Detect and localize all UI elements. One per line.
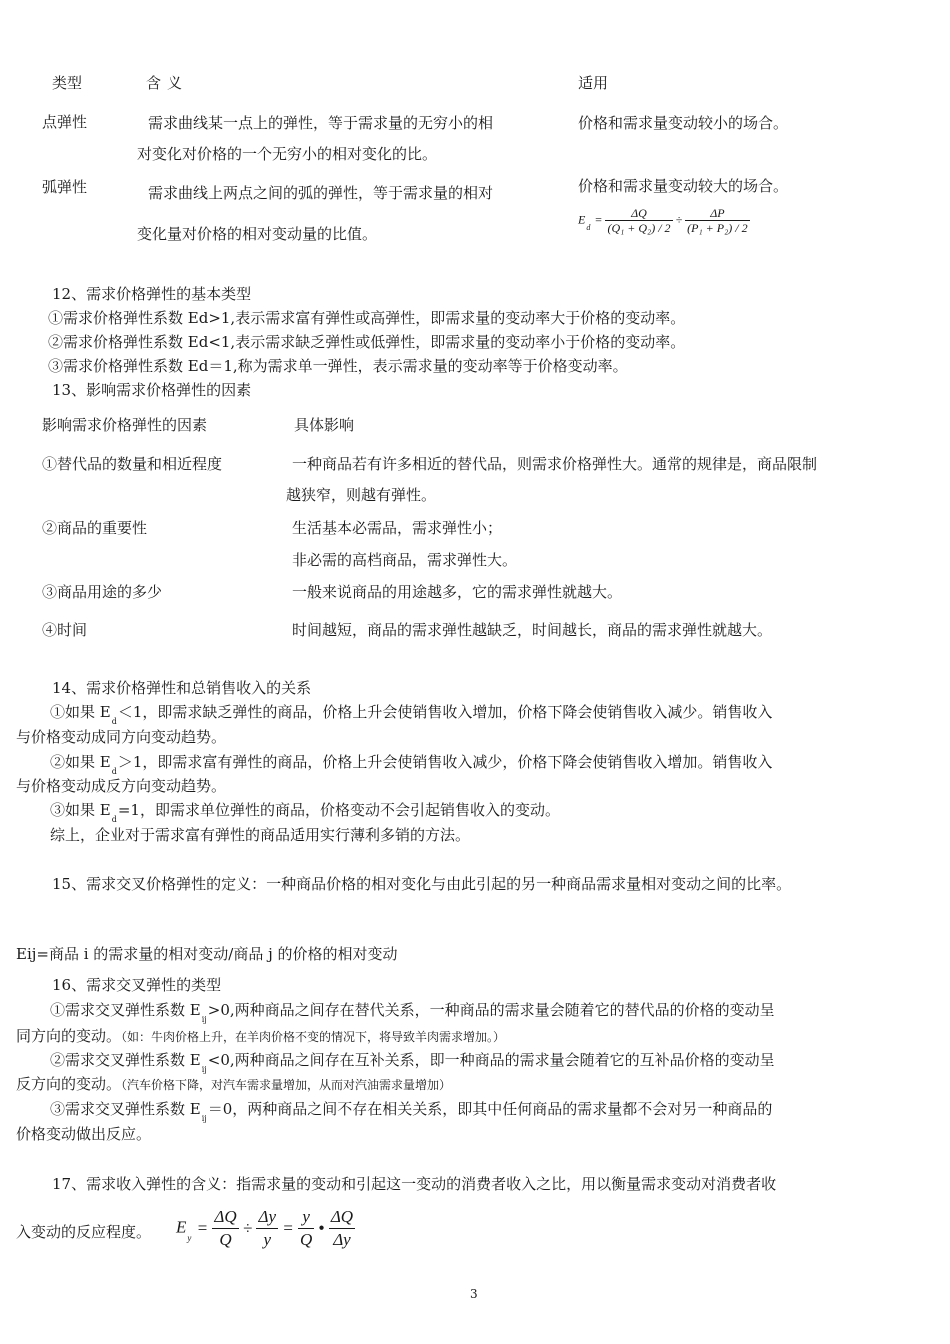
s13-row-1-effect-1: 一种商品若有许多相近的替代品，则需求价格弹性大。通常的规律是，商品限制 [292, 455, 818, 473]
s16-item-3-cont: 价格变动做出反应。 [16, 1125, 152, 1143]
s17-line-2: 入变动的反应程度。 [16, 1223, 152, 1241]
row-point-meaning-1: 需求曲线某一点上的弹性，等于需求量的无穷小的相 [148, 114, 494, 132]
s16-item-1: ①需求交叉弹性系数 $E_{ij}>0$,两种商品之间存在替代关系，一种商品的需求量会随着它的替代品的价格的变动呈 [50, 1001, 775, 1024]
page-number: 3 [470, 1287, 478, 1301]
income-elasticity-formula: $E_y$ = $\frac{\Delta Q}{Q}$ ÷ $\frac{\Delta y}{y}$ = $\frac{y}{Q}$ ● $\frac{\Delta Q}{\Delta y}$ [176, 1207, 354, 1249]
table-header-type: 类型 [52, 74, 83, 92]
table-header-use: 适用 [578, 74, 609, 92]
s16-item-2-cont: 反方向的变动。（汽车价格下降，对汽车需求量增加，从而对汽油需求量增加） [16, 1075, 452, 1093]
s14-title: 14、需求价格弹性和总销售收入的关系 [52, 679, 312, 697]
row-arc-type: 弧弹性 [42, 178, 88, 196]
row-point-use: 价格和需求量变动较小的场合。 [578, 114, 789, 132]
s13-row-4-factor: ④时间 [42, 621, 88, 639]
s13-row-2-factor: ②商品的重要性 [42, 519, 148, 537]
s12-title: 12、需求价格弹性的基本类型 [52, 285, 252, 303]
table-header-meaning: 含义 [146, 74, 189, 92]
arc-elasticity-formula: $E_d$ = $\frac{\Delta Q}{\text{(Q₁ + Q₂) / 2}}$ ÷ $\frac{\Delta P}{\text{(P₁ + P₂) / 2}}$ [578, 206, 748, 235]
row-point-type: 点弹性 [42, 113, 88, 131]
row-point-meaning-2: 对变化对价格的一个无穷小的相对变化的比。 [137, 145, 438, 163]
s13-row-1-effect-2: 越狭窄，则越有弹性。 [286, 486, 437, 504]
s15-title: 15、需求交叉价格弹性的定义：一种商品价格的相对变化与由此引起的另一种商品需求量相对变动之间的比率。 [52, 875, 792, 893]
s13-row-2-effect-2: 非必需的高档商品，需求弹性大。 [292, 551, 518, 569]
s16-item-3: ③需求交叉弹性系数 $E_{ij}=0$，两种商品之间不存在相关关系，即其中任何商品的需求量都不会对另一种商品的 [50, 1100, 773, 1123]
s14-item-2: ②如果 $E_d>1$，即需求富有弹性的商品，价格上升会使销售收入减少，价格下降会使销售收入增加。销售收入 [50, 753, 773, 776]
s13-row-3-effect-1: 一般来说商品的用途越多，它的需求弹性就越大。 [292, 583, 623, 601]
s14-item-2-cont: 与价格变动成反方向变动趋势。 [16, 777, 227, 795]
s17-line-1: 17、需求收入弹性的含义：指需求量的变动和引起这一变动的消费者收入之比，用以衡量需求变动对消费者收 [52, 1175, 777, 1193]
s15-formula: Eij=商品 i 的需求量的相对变动/商品 j 的价格的相对变动 [16, 945, 398, 963]
s16-title: 16、需求交叉弹性的类型 [52, 976, 222, 994]
s16-item-1-cont: 同方向的变动。（如：牛肉价格上升，在羊肉价格不变的情况下，将导致羊肉需求增加。） [16, 1027, 506, 1045]
s13-header-factor: 影响需求价格弹性的因素 [42, 416, 208, 434]
s12-item-2: ②需求价格弹性系数 Ed<1,表示需求缺乏弹性或低弹性，即需求量的变动率小于价格的变动率。 [48, 333, 686, 351]
row-arc-use: 价格和需求量变动较大的场合。 [578, 177, 789, 195]
s14-item-3: ③如果 $E_d=1$，即需求单位弹性的商品，价格变动不会引起销售收入的变动。 [50, 801, 560, 824]
s14-summary: 综上，企业对于需求富有弹性的商品适用实行薄利多销的方法。 [50, 826, 471, 844]
s13-row-4-effect-1: 时间越短，商品的需求弹性越缺乏，时间越长，商品的需求弹性就越大。 [292, 621, 773, 639]
s13-row-2-effect-1: 生活基本必需品，需求弹性小； [292, 519, 503, 537]
s12-item-1: ①需求价格弹性系数 Ed>1,表示需求富有弹性或高弹性，即需求量的变动率大于价格的变动率。 [48, 309, 686, 327]
s13-title: 13、影响需求价格弹性的因素 [52, 381, 252, 399]
row-arc-meaning-1: 需求曲线上两点之间的弧的弹性，等于需求量的相对 [148, 184, 494, 202]
row-arc-meaning-2: 变化量对价格的相对变动量的比值。 [137, 225, 378, 243]
s14-item-1-cont: 与价格变动成同方向变动趋势。 [16, 728, 227, 746]
s12-item-3: ③需求价格弹性系数 Ed＝1,称为需求单一弹性，表示需求量的变动率等于价格变动率。 [48, 357, 628, 375]
s13-row-1-factor: ①替代品的数量和相近程度 [42, 455, 223, 473]
s14-item-1: ①如果 $E_d<1$，即需求缺乏弹性的商品，价格上升会使销售收入增加，价格下降会使销售收入减少。销售收入 [50, 703, 773, 726]
s16-item-2: ②需求交叉弹性系数 $E_{ij}<0$,两种商品之间存在互补关系，即一种商品的需求量会随着它的互补品价格的变动呈 [50, 1051, 775, 1074]
s13-row-3-factor: ③商品用途的多少 [42, 583, 163, 601]
s13-header-effect: 具体影响 [294, 416, 355, 434]
